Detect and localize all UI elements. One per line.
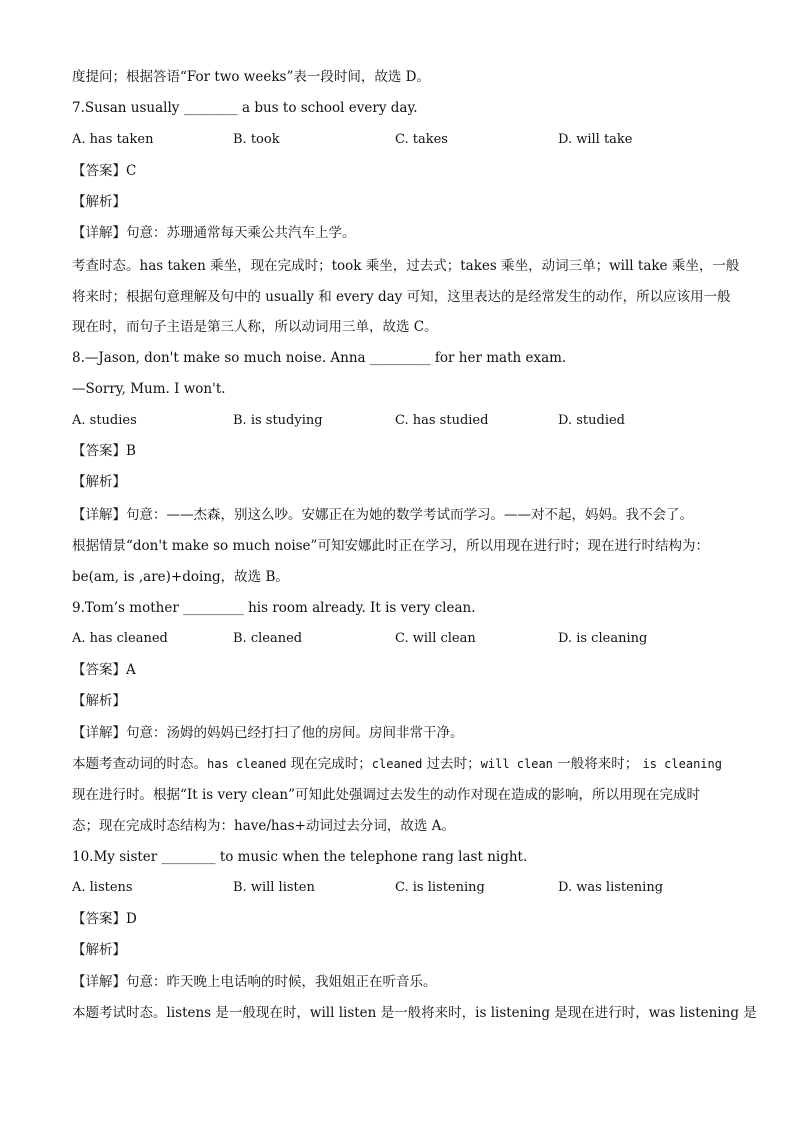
explanation-line: be(am, is ,are)+doing，故选 B。	[72, 569, 289, 585]
code-term: is cleaning	[642, 757, 722, 771]
code-term: will clean	[480, 757, 553, 771]
analysis-heading: 【解析】	[72, 942, 126, 958]
code-term: cleaned	[371, 757, 423, 771]
answer-line: 【答案】A	[72, 662, 136, 678]
detail-line: 【详解】句意：汤姆的妈妈已经打扫了他的房间。房间非常干净。	[72, 725, 464, 741]
question-7-options	[72, 131, 732, 149]
answer-line: 【答案】C	[72, 163, 137, 179]
question-9: 9.Tom’s mother _________ his room already. It is very clean.	[72, 600, 476, 616]
answer-line: 【答案】B	[72, 443, 136, 459]
question-7: 7.Susan usually ________ a bus to school every day.	[72, 100, 418, 116]
analysis-heading: 【解析】	[72, 693, 126, 709]
analysis-heading: 【解析】	[72, 194, 126, 210]
detail-line: 【详解】句意：苏珊通常每天乘公共汽车上学。	[72, 225, 356, 241]
explanation-line: 现在进行时。根据“It is very clean”可知此处强调过去发生的动作对现在造成的影响，所以用现在完成时	[72, 787, 700, 803]
detail-line: 【详解】句意：昨天晚上电话响的时候，我姐姐正在听音乐。	[72, 974, 437, 990]
option-a: A. has taken	[72, 132, 154, 147]
option-c: C. will clean	[395, 631, 476, 646]
explanation-text: 本题考查动词的时态。	[72, 756, 207, 772]
option-c: C. takes	[395, 132, 448, 147]
answer-line: 【答案】D	[72, 911, 137, 927]
analysis-heading: 【解析】	[72, 474, 126, 490]
text-line: 度提问；根据答语“For two weeks”表一段时间，故选 D。	[72, 69, 430, 85]
explanation-line: 本题考试时态。listens 是一般现在时，will listen 是一般将来时，is listening 是现在进行时，was listening 是	[72, 1005, 757, 1021]
explanation-line: 现在时，而句子主语是第三人称，所以动词用三单，故选 C。	[72, 319, 438, 335]
explanation-line: 根据情景“don't make so much noise”可知安娜此时正在学习，所以用现在进行时；现在进行时结构为：	[72, 538, 709, 554]
explanation-line: 考查时态。has taken 乘坐，现在完成时；took 乘坐，过去式；takes 乘坐，动词三单；will take 乘坐，一般	[72, 258, 740, 274]
option-b: B. took	[233, 132, 280, 147]
question-8-options	[72, 412, 732, 430]
question-8-reply: —Sorry, Mum. I won't.	[72, 381, 226, 397]
question-10-options	[72, 879, 732, 897]
option-d: D. studied	[558, 413, 625, 428]
option-b: B. cleaned	[233, 631, 303, 646]
explanation-text: 一般将来时；	[552, 756, 643, 772]
explanation-text: 过去时；	[422, 756, 481, 772]
question-10: 10.My sister ________ to music when the telephone rang last night.	[72, 849, 528, 865]
explanation-line: 态；现在完成时态结构为：have/has+动词过去分词，故选 A。	[72, 818, 455, 834]
option-d: D. was listening	[558, 880, 664, 895]
code-term: has cleaned	[207, 757, 287, 771]
option-d: D. will take	[558, 132, 633, 147]
question-8: 8.—Jason, don't make so much noise. Anna _________ for her math exam.	[72, 350, 567, 366]
option-a: A. studies	[72, 413, 137, 428]
detail-line: 【详解】句意：——杰森，别这么吵。安娜正在为她的数学考试而学习。——对不起，妈妈。我不会了。	[72, 507, 693, 523]
question-9-options	[72, 630, 732, 648]
option-c: C. has studied	[395, 413, 489, 428]
explanation-text: 现在完成时；	[286, 756, 372, 772]
option-c: C. is listening	[395, 880, 485, 895]
explanation-line	[72, 755, 722, 773]
option-b: B. will listen	[233, 880, 315, 895]
option-b: B. is studying	[233, 413, 323, 428]
explanation-line: 将来时；根据句意理解及句中的 usually 和 every day 可知，这里表达的是经常发生的动作，所以应该用一般	[72, 289, 731, 305]
option-a: A. has cleaned	[72, 631, 168, 646]
option-a: A. listens	[72, 880, 133, 895]
option-d: D. is cleaning	[558, 631, 648, 646]
